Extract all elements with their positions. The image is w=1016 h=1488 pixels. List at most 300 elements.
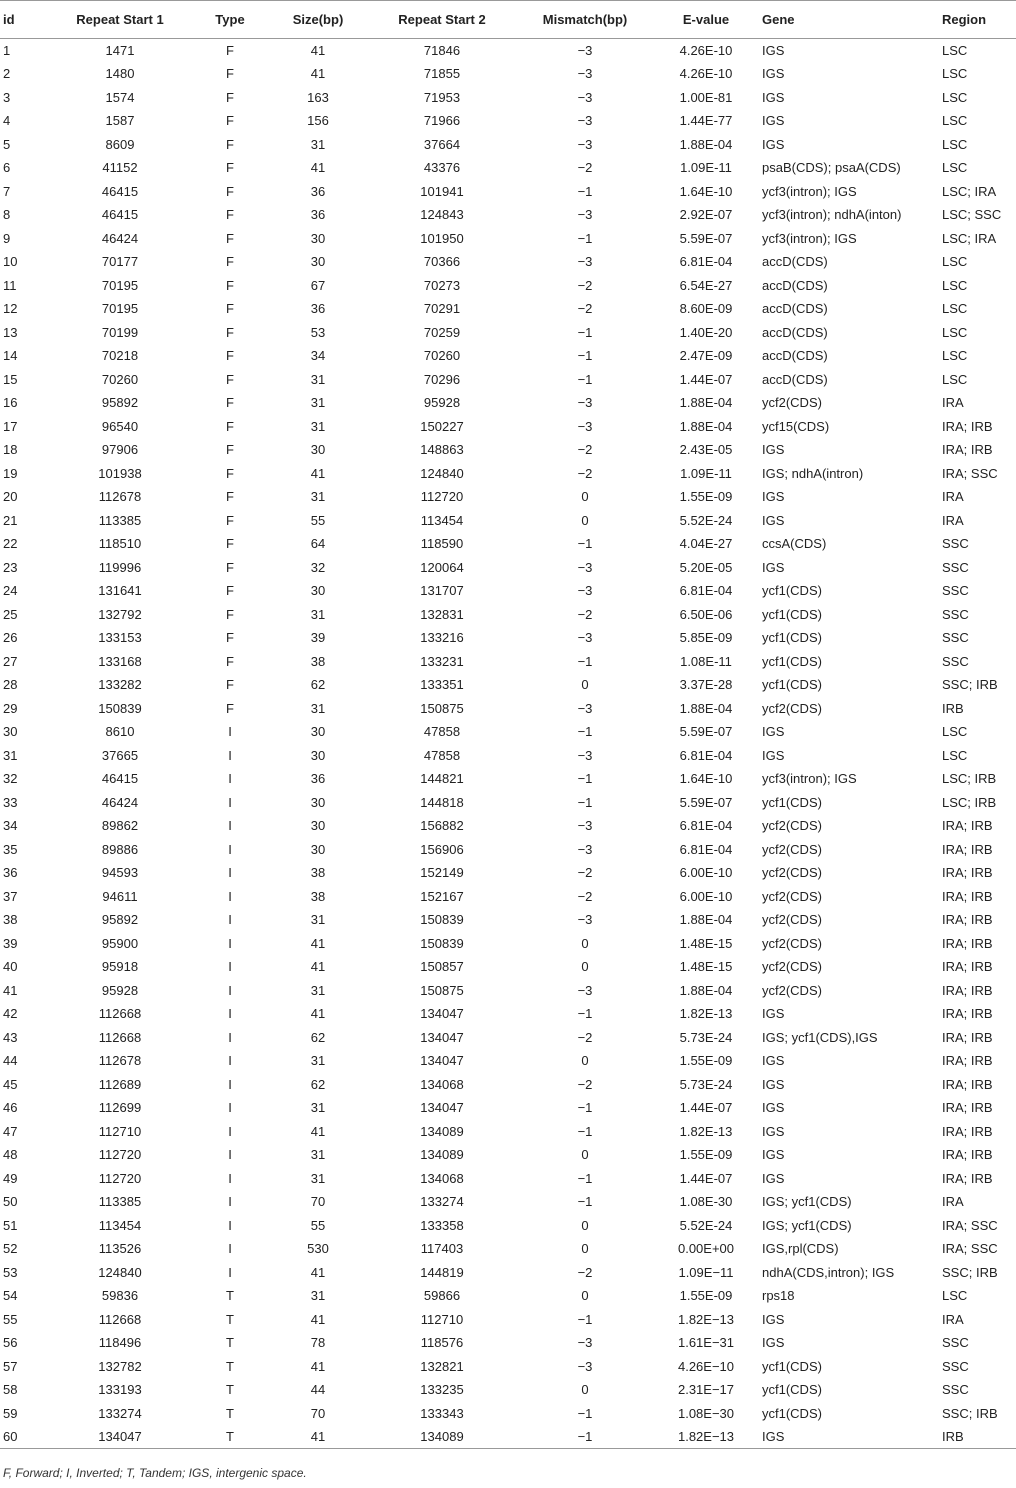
cell-mismatch: −2 (577, 160, 593, 176)
table-row (0, 579, 1016, 603)
cell-e-value: 1.48E-15 (679, 935, 733, 951)
table-row (0, 250, 1016, 274)
cell-id: 17 (3, 418, 18, 434)
cell-type: I (228, 1076, 232, 1092)
cell-type: I (228, 1053, 232, 1069)
table-row (0, 1073, 1016, 1097)
cell-mismatch: −2 (577, 606, 593, 622)
cell-repeat-start-2: 150875 (420, 982, 464, 998)
cell-id: 25 (3, 606, 18, 622)
cell-region: SSC; IRB (942, 677, 998, 693)
column-header-size: Size(bp) (270, 1, 366, 39)
cell-type: F (226, 43, 234, 58)
cell-gene: IGS (762, 747, 785, 763)
cell-gene: ycf3(intron); ndhA(inton) (762, 207, 902, 223)
cell-type: F (226, 183, 234, 199)
cell-repeat-start-1: 113385 (98, 512, 142, 528)
table-row (0, 438, 1016, 462)
cell-region: IRA; IRB (942, 1147, 993, 1163)
cell-gene: ycf2(CDS) (762, 865, 822, 881)
cell-region: LSC (942, 371, 968, 387)
cell-type: F (226, 136, 234, 152)
cell-type: F (226, 301, 234, 317)
cell-id: 2 (3, 66, 11, 82)
cell-id: 45 (3, 1076, 18, 1092)
table-row (0, 744, 1016, 768)
cell-repeat-start-2: 134047 (420, 1100, 464, 1116)
cell-gene: ycf1(CDS) (762, 1382, 822, 1398)
cell-repeat-start-1: 113454 (98, 1217, 142, 1233)
cell-repeat-start-1: 70177 (101, 254, 139, 270)
cell-repeat-start-2: 134047 (420, 1053, 464, 1069)
cell-gene: ycf1(CDS) (762, 583, 822, 599)
cell-type: F (226, 512, 234, 528)
table-row (0, 344, 1016, 368)
cell-size: 70 (310, 1194, 326, 1210)
cell-gene: rps18 (762, 1288, 795, 1304)
cell-repeat-start-2: 70296 (423, 371, 461, 387)
cell-type: I (228, 1006, 232, 1022)
cell-e-value: 1.55E-09 (679, 1053, 733, 1069)
table-row (0, 1331, 1016, 1355)
cell-repeat-start-2: 95928 (423, 395, 461, 411)
cell-repeat-start-1: 46415 (101, 207, 139, 223)
cell-mismatch: −3 (577, 1358, 593, 1374)
table-row (0, 156, 1016, 180)
cell-mismatch: −1 (577, 1006, 593, 1022)
cell-gene: ycf3(intron); IGS (762, 183, 857, 199)
cell-id: 27 (3, 653, 18, 669)
cell-size: 31 (310, 489, 326, 505)
cell-size: 62 (310, 1076, 326, 1092)
cell-e-value: 1.88E-04 (679, 700, 733, 716)
cell-id: 31 (3, 747, 18, 763)
table-body (0, 39, 1016, 1449)
table-row (0, 1308, 1016, 1332)
cell-region: SSC (942, 1335, 969, 1351)
cell-repeat-start-2: 118576 (420, 1335, 464, 1351)
cell-size: 38 (310, 888, 326, 904)
cell-type: F (226, 277, 234, 293)
cell-type: F (226, 230, 234, 246)
cell-mismatch: −1 (577, 794, 593, 810)
cell-repeat-start-2: 70259 (423, 324, 461, 340)
cell-size: 78 (310, 1335, 326, 1351)
cell-region: LSC (942, 89, 968, 105)
cell-type: T (226, 1288, 234, 1304)
cell-gene: accD(CDS) (762, 348, 828, 364)
cell-size: 70 (310, 1405, 326, 1421)
cell-size: 41 (310, 935, 326, 951)
cell-e-value: 1.55E-09 (679, 1288, 733, 1304)
cell-gene: accD(CDS) (762, 254, 828, 270)
cell-gene: IGS (762, 1147, 785, 1163)
cell-repeat-start-1: 112668 (98, 1311, 142, 1327)
cell-region: IRA; IRB (942, 935, 993, 951)
cell-gene: IGS; ycf1(CDS),IGS (762, 1029, 878, 1045)
table-row (0, 368, 1016, 392)
cell-mismatch: 0 (581, 1217, 589, 1233)
table-row (0, 1402, 1016, 1426)
cell-id: 34 (3, 818, 18, 834)
cell-repeat-start-1: 89886 (101, 841, 139, 857)
cell-gene: ycf1(CDS) (762, 653, 822, 669)
cell-type: I (228, 888, 232, 904)
table-row (0, 1026, 1016, 1050)
cell-repeat-start-2: 133231 (420, 653, 464, 669)
table-row (0, 1425, 1016, 1449)
table-row (0, 1143, 1016, 1167)
cell-e-value: 5.73E-24 (679, 1076, 733, 1092)
cell-repeat-start-1: 118510 (98, 536, 142, 552)
cell-type: F (226, 536, 234, 552)
cell-type: I (228, 959, 232, 975)
cell-gene: IGS (762, 559, 785, 575)
cell-size: 41 (310, 66, 326, 82)
cell-repeat-start-1: 133274 (98, 1405, 142, 1421)
cell-region: IRA (942, 489, 964, 505)
cell-mismatch: −2 (577, 277, 593, 293)
cell-id: 5 (3, 136, 11, 152)
cell-id: 48 (3, 1147, 18, 1163)
cell-e-value: 1.55E-09 (679, 1147, 733, 1163)
table-row (0, 697, 1016, 721)
cell-repeat-start-1: 133282 (98, 677, 142, 693)
cell-region: IRA (942, 512, 964, 528)
cell-size: 36 (310, 207, 326, 223)
cell-e-value: 6.81E-04 (679, 254, 733, 270)
cell-mismatch: −1 (577, 1194, 593, 1210)
cell-gene: ycf1(CDS) (762, 630, 822, 646)
cell-size: 41 (310, 465, 326, 481)
cell-gene: IGS (762, 1100, 785, 1116)
cell-e-value: 1.88E-04 (679, 912, 733, 928)
cell-repeat-start-2: 156882 (420, 818, 464, 834)
table-row (0, 180, 1016, 204)
cell-repeat-start-1: 70260 (101, 371, 139, 387)
cell-e-value: 5.85E-09 (679, 630, 733, 646)
cell-e-value: 6.50E-06 (679, 606, 733, 622)
cell-e-value: 6.81E-04 (679, 747, 733, 763)
cell-gene: IGS (762, 1076, 785, 1092)
cell-repeat-start-2: 133235 (420, 1382, 464, 1398)
cell-mismatch: −2 (577, 888, 593, 904)
cell-e-value: 1.09E−11 (678, 1264, 734, 1280)
cell-e-value: 3.37E-28 (679, 677, 733, 693)
cell-repeat-start-2: 101941 (420, 183, 464, 199)
cell-repeat-start-2: 156906 (420, 841, 464, 857)
cell-repeat-start-1: 112720 (98, 1147, 142, 1163)
cell-size: 55 (310, 1217, 326, 1233)
cell-repeat-start-2: 133216 (420, 630, 464, 646)
cell-size: 31 (310, 1288, 326, 1304)
cell-id: 8 (3, 207, 11, 223)
cell-mismatch: −3 (577, 747, 593, 763)
cell-region: SSC (942, 583, 969, 599)
cell-region: IRA (942, 1194, 964, 1210)
table-row (0, 1049, 1016, 1073)
cell-repeat-start-2: 117403 (420, 1241, 464, 1257)
cell-e-value: 6.81E-04 (679, 583, 733, 599)
cell-repeat-start-2: 112720 (420, 489, 464, 505)
table-row (0, 39, 1016, 63)
cell-type: F (226, 630, 234, 646)
cell-region: IRA; SSC (942, 465, 998, 481)
cell-gene: ycf2(CDS) (762, 395, 822, 411)
table-footnote: F, Forward; I, Inverted; T, Tandem; IGS, intergenic space. (3, 1466, 307, 1480)
cell-e-value: 1.08E-30 (679, 1194, 733, 1210)
table-row (0, 1167, 1016, 1191)
cell-type: I (228, 1029, 232, 1045)
cell-mismatch: −3 (577, 89, 593, 105)
cell-gene: IGS; ycf1(CDS) (762, 1217, 852, 1233)
cell-repeat-start-1: 95918 (101, 959, 139, 975)
cell-repeat-start-2: 71966 (423, 113, 461, 129)
cell-type: F (226, 677, 234, 693)
cell-region: LSC; SSC (942, 207, 1002, 223)
cell-repeat-start-2: 70260 (423, 348, 461, 364)
table-row (0, 650, 1016, 674)
cell-region: IRA; IRB (942, 1006, 993, 1022)
cell-repeat-start-2: 134089 (366, 1425, 518, 1449)
cell-repeat-start-2: 70291 (423, 301, 461, 317)
cell-id: 39 (3, 935, 18, 951)
cell-id: 4 (3, 113, 11, 129)
cell-id: 1 (3, 43, 11, 58)
cell-id: 53 (3, 1264, 18, 1280)
cell-id: 6 (3, 160, 11, 176)
cell-mismatch: −3 (577, 254, 593, 270)
cell-type: F (226, 254, 234, 270)
cell-repeat-start-1: 8609 (105, 136, 135, 152)
cell-type: F (226, 348, 234, 364)
cell-repeat-start-1: 112699 (98, 1100, 142, 1116)
cell-size: 55 (310, 512, 326, 528)
cell-id: 50 (3, 1194, 18, 1210)
cell-mismatch: −3 (577, 700, 593, 716)
cell-repeat-start-1: 95900 (101, 935, 139, 951)
cell-gene: IGS,rpl(CDS) (762, 1241, 839, 1257)
cell-gene: IGS (762, 1311, 785, 1327)
cell-mismatch: 0 (581, 489, 589, 505)
cell-region: IRA (942, 395, 964, 411)
cell-type: F (226, 324, 234, 340)
cell-gene: ycf3(intron); IGS (762, 230, 857, 246)
cell-e-value: 4.26E−10 (677, 1358, 735, 1374)
cell-size: 31 (310, 1100, 326, 1116)
cell-e-value: 1.61E−31 (677, 1335, 735, 1351)
cell-mismatch: −1 (577, 771, 593, 787)
cell-size: 36 (310, 183, 326, 199)
cell-id: 49 (3, 1170, 18, 1186)
table-row (0, 720, 1016, 744)
cell-type: F (226, 418, 234, 434)
cell-gene: accD(CDS) (762, 371, 828, 387)
cell-region: IRA; IRB (942, 865, 993, 881)
cell-mismatch: 0 (581, 512, 589, 528)
cell-region: LSC; IRB (942, 794, 997, 810)
cell-type: I (228, 771, 232, 787)
table-row (0, 133, 1016, 157)
cell-mismatch: −3 (577, 841, 593, 857)
cell-repeat-start-1: 133153 (98, 630, 142, 646)
cell-id: 15 (3, 371, 18, 387)
table-row (0, 1355, 1016, 1379)
cell-e-value: 6.00E-10 (679, 888, 733, 904)
cell-e-value: 4.26E-10 (679, 66, 733, 82)
cell-e-value: 1.00E-81 (679, 89, 733, 105)
cell-gene: IGS (762, 89, 785, 105)
cell-mismatch: −1 (577, 1100, 593, 1116)
cell-size: 39 (310, 630, 326, 646)
table-row (0, 838, 1016, 862)
cell-repeat-start-2: 134068 (420, 1170, 464, 1186)
cell-type: F (226, 89, 234, 105)
cell-type: I (228, 1264, 232, 1280)
cell-repeat-start-1: 112720 (98, 1170, 142, 1186)
cell-repeat-start-2: 134089 (420, 1147, 464, 1163)
cell-mismatch: 0 (581, 1241, 589, 1257)
cell-repeat-start-2: 133351 (420, 677, 464, 693)
cell-repeat-start-2: 148863 (420, 442, 464, 458)
cell-gene: ycf2(CDS) (762, 700, 822, 716)
cell-type: F (226, 207, 234, 223)
cell-repeat-start-1: 97906 (101, 442, 139, 458)
cell-repeat-start-2: 113454 (420, 512, 464, 528)
table-row (0, 532, 1016, 556)
cell-region: IRA; SSC (942, 1217, 998, 1233)
table-row (0, 391, 1016, 415)
cell-id: 13 (3, 324, 18, 340)
cell-repeat-start-2: 134047 (420, 1029, 464, 1045)
cell-id: 40 (3, 959, 18, 975)
table-row (0, 791, 1016, 815)
table-row (0, 415, 1016, 439)
cell-gene: ycf2(CDS) (762, 841, 822, 857)
table-row (0, 1002, 1016, 1026)
cell-mismatch: −3 (577, 912, 593, 928)
cell-size: 30 (310, 230, 326, 246)
cell-id: 56 (3, 1335, 18, 1351)
cell-type: F (226, 489, 234, 505)
cell-repeat-start-2: 70273 (423, 277, 461, 293)
column-header-repeat-start-1: Repeat Start 1 (50, 1, 190, 39)
cell-type: T (226, 1405, 234, 1421)
cell-size: 30 (310, 794, 326, 810)
cell-gene: ccsA(CDS) (762, 536, 827, 552)
cell-repeat-start-1: 70199 (101, 324, 139, 340)
cell-type: I (228, 982, 232, 998)
cell-size: 41 (310, 1358, 326, 1374)
cell-type: T (226, 1311, 234, 1327)
cell-region: IRA; IRB (942, 912, 993, 928)
table-row (0, 673, 1016, 697)
cell-mismatch: 0 (581, 1382, 589, 1398)
cell-id: 43 (3, 1029, 18, 1045)
cell-size: 31 (310, 912, 326, 928)
cell-gene: IGS (762, 43, 785, 58)
cell-repeat-start-2: 132821 (420, 1358, 464, 1374)
cell-repeat-start-1: 131641 (98, 583, 142, 599)
cell-repeat-start-1: 94611 (102, 888, 138, 904)
cell-repeat-start-1: 95928 (101, 982, 139, 998)
cell-size: 31 (310, 1053, 326, 1069)
cell-repeat-start-1: 112678 (98, 489, 142, 505)
cell-region: IRA; IRB (942, 841, 993, 857)
cell-region: IRA; IRB (942, 442, 993, 458)
cell-size: 36 (310, 301, 326, 317)
cell-gene: accD(CDS) (762, 324, 828, 340)
cell-type: I (228, 1241, 232, 1257)
table-row (0, 509, 1016, 533)
cell-gene: ycf1(CDS) (762, 677, 822, 693)
cell-type: F (226, 442, 234, 458)
cell-gene: ycf1(CDS) (762, 794, 822, 810)
cell-e-value: 2.43E-05 (679, 442, 733, 458)
cell-mismatch: −3 (577, 1335, 593, 1351)
cell-region: LSC (942, 301, 968, 317)
cell-size: 41 (310, 959, 326, 975)
cell-region: LSC (942, 136, 968, 152)
cell-gene: ycf3(intron); IGS (762, 771, 857, 787)
cell-mismatch: 0 (581, 1053, 589, 1069)
cell-repeat-start-1: 46424 (101, 230, 139, 246)
cell-size: 36 (310, 771, 326, 787)
cell-id: 22 (3, 536, 18, 552)
cell-gene: IGS; ycf1(CDS) (762, 1194, 852, 1210)
cell-mismatch: −3 (577, 43, 593, 58)
cell-repeat-start-1: 95892 (101, 912, 139, 928)
cell-size: 30 (310, 583, 326, 599)
cell-region: LSC (942, 113, 968, 129)
cell-mismatch: −2 (577, 865, 593, 881)
cell-repeat-start-2: 133343 (420, 1405, 464, 1421)
cell-size: 31 (310, 371, 326, 387)
cell-repeat-start-1: 59836 (101, 1288, 139, 1304)
cell-region: LSC (942, 254, 968, 270)
cell-type: I (228, 865, 232, 881)
cell-region: IRA; IRB (942, 1029, 993, 1045)
cell-repeat-start-1: 119996 (98, 559, 142, 575)
cell-id: 32 (3, 771, 18, 787)
cell-repeat-start-2: 71855 (423, 66, 461, 82)
cell-repeat-start-2: 134068 (420, 1076, 464, 1092)
cell-mismatch: −1 (577, 371, 593, 387)
cell-e-value: 5.52E-24 (679, 1217, 733, 1233)
cell-mismatch: −2 (577, 1076, 593, 1092)
cell-repeat-start-2: 134047 (420, 1006, 464, 1022)
cell-mismatch: −1 (577, 230, 593, 246)
cell-repeat-start-2: 150839 (420, 912, 464, 928)
cell-repeat-start-2: 152167 (420, 888, 464, 904)
cell-type: F (226, 700, 234, 716)
cell-id: 33 (3, 794, 18, 810)
cell-gene: IGS (762, 442, 785, 458)
cell-size: 41 (310, 1123, 326, 1139)
cell-type: F (226, 371, 234, 387)
cell-size: 64 (310, 536, 326, 552)
cell-region: LSC; IRB (942, 771, 997, 787)
cell-id: 24 (3, 583, 18, 599)
cell-repeat-start-1: 134047 (50, 1425, 190, 1449)
cell-size: 53 (310, 324, 326, 340)
cell-region: IRA; IRB (942, 982, 993, 998)
cell-repeat-start-1: 70195 (101, 301, 139, 317)
cell-id: 21 (3, 512, 18, 528)
cell-repeat-start-2: 59866 (423, 1288, 461, 1304)
cell-mismatch: −2 (577, 442, 593, 458)
cell-gene: IGS (762, 1006, 785, 1022)
